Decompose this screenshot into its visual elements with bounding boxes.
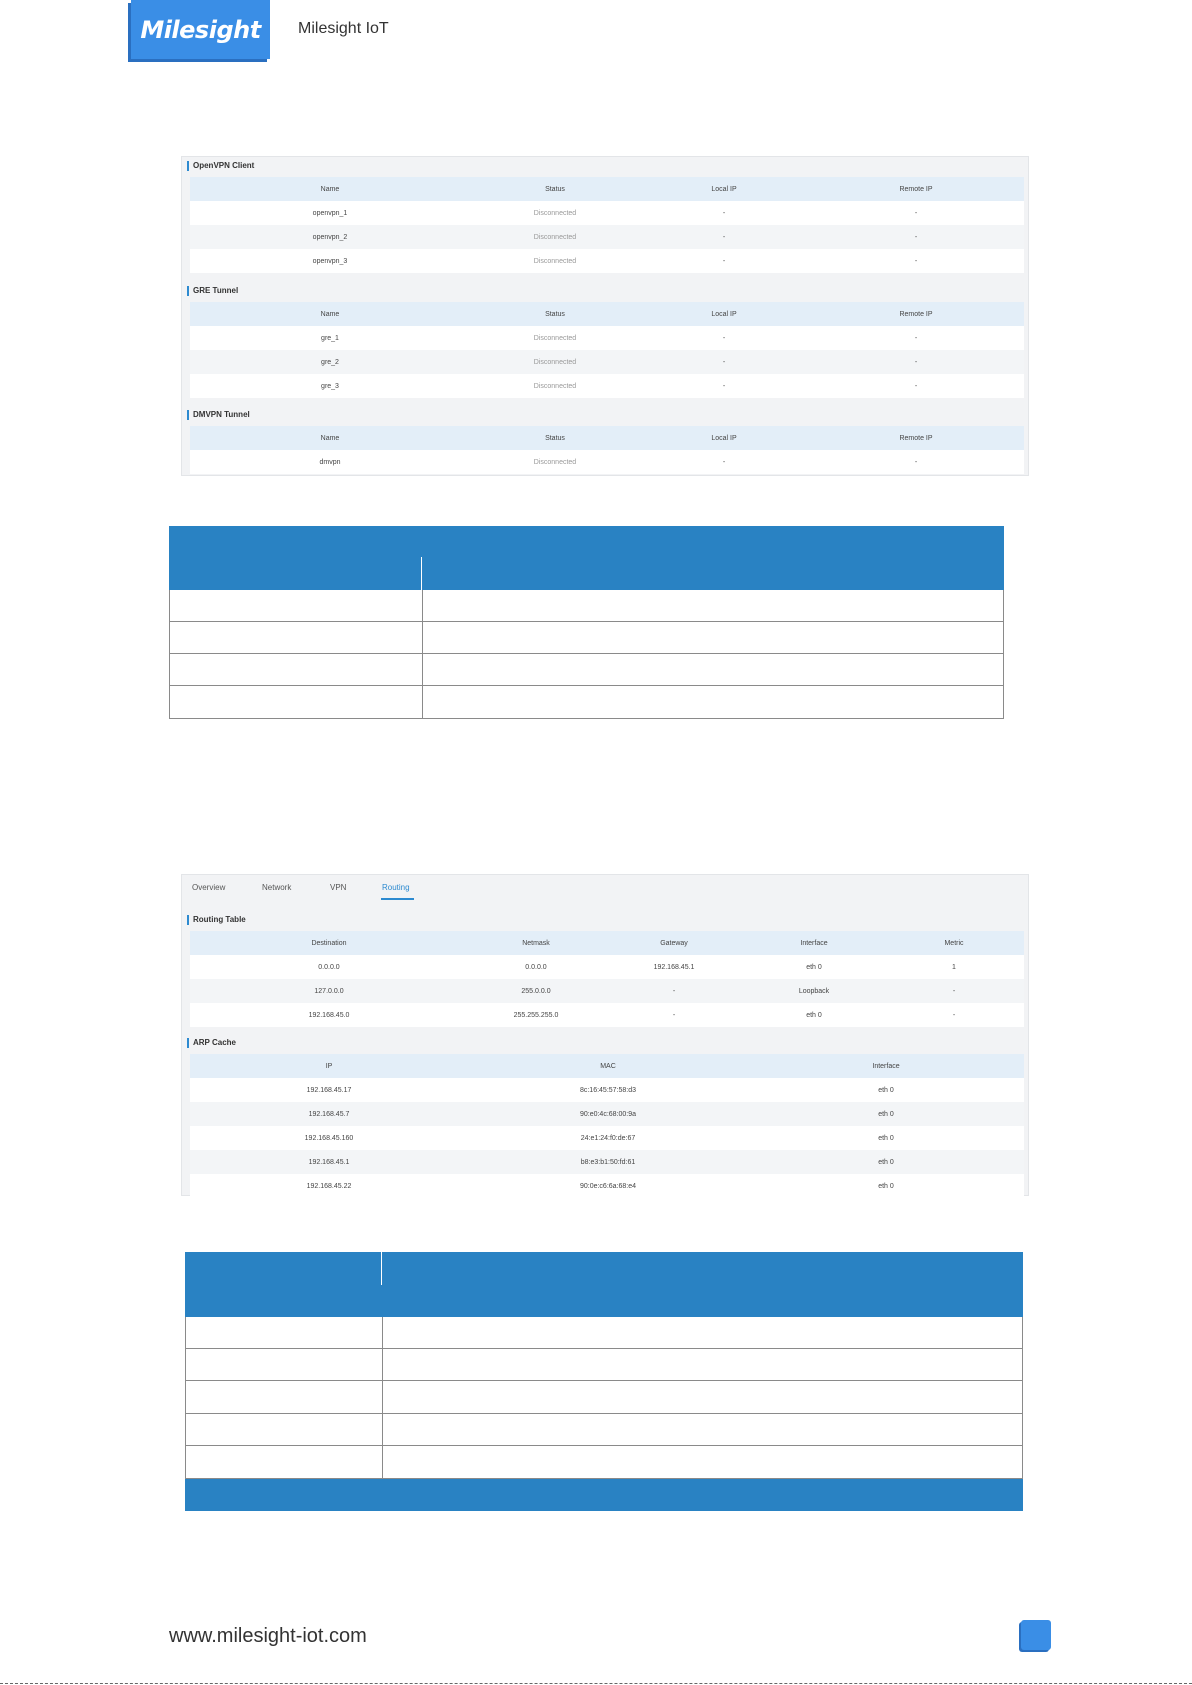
table-row [190,1003,1024,1027]
table-cell: 192.168.45.0 [190,1003,468,1027]
table-header-row [169,557,1004,590]
status-table [190,302,1024,398]
vpn-description-table [169,526,1004,719]
table-row [190,1126,1024,1150]
column-divider [422,686,423,718]
vpn-status-panel [181,156,1029,476]
column-divider [422,622,423,653]
table-cell: - [808,201,1024,225]
page-badge [1021,1620,1051,1650]
table-row [190,1174,1024,1198]
table-cell: eth 0 [748,1102,1024,1126]
table-cell: gre_2 [190,350,470,374]
table-cell: - [640,374,808,398]
table-row [190,1150,1024,1174]
footer-url[interactable]: www.milesight-iot.com [169,1625,367,1647]
table-cell: - [640,326,808,350]
table-cell: Disconnected [470,326,640,350]
table-header-row [185,1252,1023,1285]
table-cell: - [640,249,808,273]
column-header: Status [470,177,640,201]
table-cell: Disconnected [470,450,640,474]
table-cell: eth 0 [748,1126,1024,1150]
table-cell: openvpn_1 [190,201,470,225]
table-row [190,201,1024,225]
table-row [190,1078,1024,1102]
table-section-row [185,1285,1023,1317]
table-row [190,249,1024,273]
column-divider [422,654,423,685]
table-row [169,686,1004,719]
table-row [169,590,1004,622]
column-header: Status [470,426,640,450]
section-title: Routing Table [187,915,246,925]
logo-text: Milesight [140,15,261,44]
table-row [190,326,1024,350]
table-cell: - [808,350,1024,374]
table-row [169,622,1004,654]
table-cell: 192.168.45.1 [190,1150,468,1174]
table-cell: 0.0.0.0 [190,955,468,979]
table-row [190,350,1024,374]
table-row [185,1414,1023,1446]
table-cell: - [640,201,808,225]
table-cell: - [640,350,808,374]
table-cell: Loopback [744,979,884,1003]
status-tabs [182,875,1028,903]
column-header: Interface [744,931,884,955]
table-cell: - [640,225,808,249]
table-cell: - [884,1003,1024,1027]
column-divider [381,1252,382,1285]
column-header: Netmask [468,931,604,955]
table-cell: 8c:16:45:57:58:d3 [468,1078,748,1102]
table-cell: - [808,450,1024,474]
column-header: Status [470,302,640,326]
tab-routing[interactable]: Routing [382,883,410,892]
column-header: IP [190,1054,468,1078]
column-header: Name [190,302,470,326]
column-header: Name [190,177,470,201]
table-title-row [169,526,1004,557]
table-row [185,1381,1023,1414]
table-cell: 192.168.45.17 [190,1078,468,1102]
column-header: MAC [468,1054,748,1078]
table-header [190,302,1024,326]
routing-status-panel [181,874,1029,1196]
table-cell: eth 0 [748,1150,1024,1174]
table-cell: Disconnected [470,374,640,398]
table-cell: dmvpn [190,450,470,474]
section-title: DMVPN Tunnel [187,410,250,420]
milesight-logo [131,0,270,59]
column-header: Destination [190,931,468,955]
table-row [190,1102,1024,1126]
table-cell: gre_1 [190,326,470,350]
status-table [190,426,1024,474]
table-cell: openvpn_2 [190,225,470,249]
column-divider [382,1414,383,1445]
column-header: Metric [884,931,1024,955]
table-row [190,374,1024,398]
table-cell: - [604,1003,744,1027]
table-cell: - [808,374,1024,398]
table-footer-row [185,1479,1023,1511]
column-divider [382,1349,383,1380]
column-header: Local IP [640,426,808,450]
table-cell: - [808,249,1024,273]
table-cell: 192.168.45.160 [190,1126,468,1150]
column-header: Gateway [604,931,744,955]
table-cell: 127.0.0.0 [190,979,468,1003]
column-header: Remote IP [808,177,1024,201]
table-cell: eth 0 [748,1078,1024,1102]
table-row [190,450,1024,474]
table-row [185,1317,1023,1349]
table-cell: - [808,326,1024,350]
table-cell: 24:e1:24:f0:de:67 [468,1126,748,1150]
column-header: Interface [748,1054,1024,1078]
table-row [190,225,1024,249]
table-cell: Disconnected [470,249,640,273]
column-header: Remote IP [808,426,1024,450]
table-cell: eth 0 [748,1174,1024,1198]
column-header: Name [190,426,470,450]
table-row [169,654,1004,686]
column-divider [382,1317,383,1348]
column-divider [382,1381,383,1413]
table-cell: 192.168.45.1 [604,955,744,979]
table-header [190,426,1024,450]
routing-description-table [185,1252,1023,1511]
column-divider [422,590,423,621]
status-table [190,177,1024,273]
table-row [190,979,1024,1003]
column-divider [421,557,422,590]
table-cell: Disconnected [470,350,640,374]
table-cell: b8:e3:b1:50:fd:61 [468,1150,748,1174]
table-cell: - [808,225,1024,249]
section-title: ARP Cache [187,1038,236,1048]
column-header: Remote IP [808,302,1024,326]
table-cell: 90:e0:4c:68:00:9a [468,1102,748,1126]
section-title: OpenVPN Client [187,161,254,171]
column-header: Local IP [640,177,808,201]
table-cell: - [640,450,808,474]
table-cell: - [884,979,1024,1003]
tab-overview[interactable]: Overview [192,883,226,892]
table-cell: 0.0.0.0 [468,955,604,979]
status-table [190,1054,1024,1198]
table-cell: Disconnected [470,201,640,225]
table-cell: Disconnected [470,225,640,249]
section-title: GRE Tunnel [187,286,238,296]
table-header [190,1054,1024,1078]
column-header: Local IP [640,302,808,326]
active-tab-underline [381,898,414,900]
table-row [185,1349,1023,1381]
table-header [190,177,1024,201]
table-row [185,1446,1023,1479]
page-bottom-rule [0,1683,1192,1684]
column-divider [382,1446,383,1478]
table-cell: 192.168.45.22 [190,1174,468,1198]
table-header [190,931,1024,955]
status-table [190,931,1024,1027]
table-cell: 192.168.45.7 [190,1102,468,1126]
table-cell: eth 0 [744,955,884,979]
table-cell: 255.255.255.0 [468,1003,604,1027]
table-cell: 1 [884,955,1024,979]
table-cell: - [604,979,744,1003]
tab-network[interactable]: Network [262,883,292,892]
table-cell: openvpn_3 [190,249,470,273]
table-cell: eth 0 [744,1003,884,1027]
tab-vpn[interactable]: VPN [330,883,347,892]
table-cell: 255.0.0.0 [468,979,604,1003]
table-cell: 90:0e:c6:6a:68:e4 [468,1174,748,1198]
table-cell: gre_3 [190,374,470,398]
table-row [190,955,1024,979]
brand-name: Milesight IoT [298,20,389,37]
